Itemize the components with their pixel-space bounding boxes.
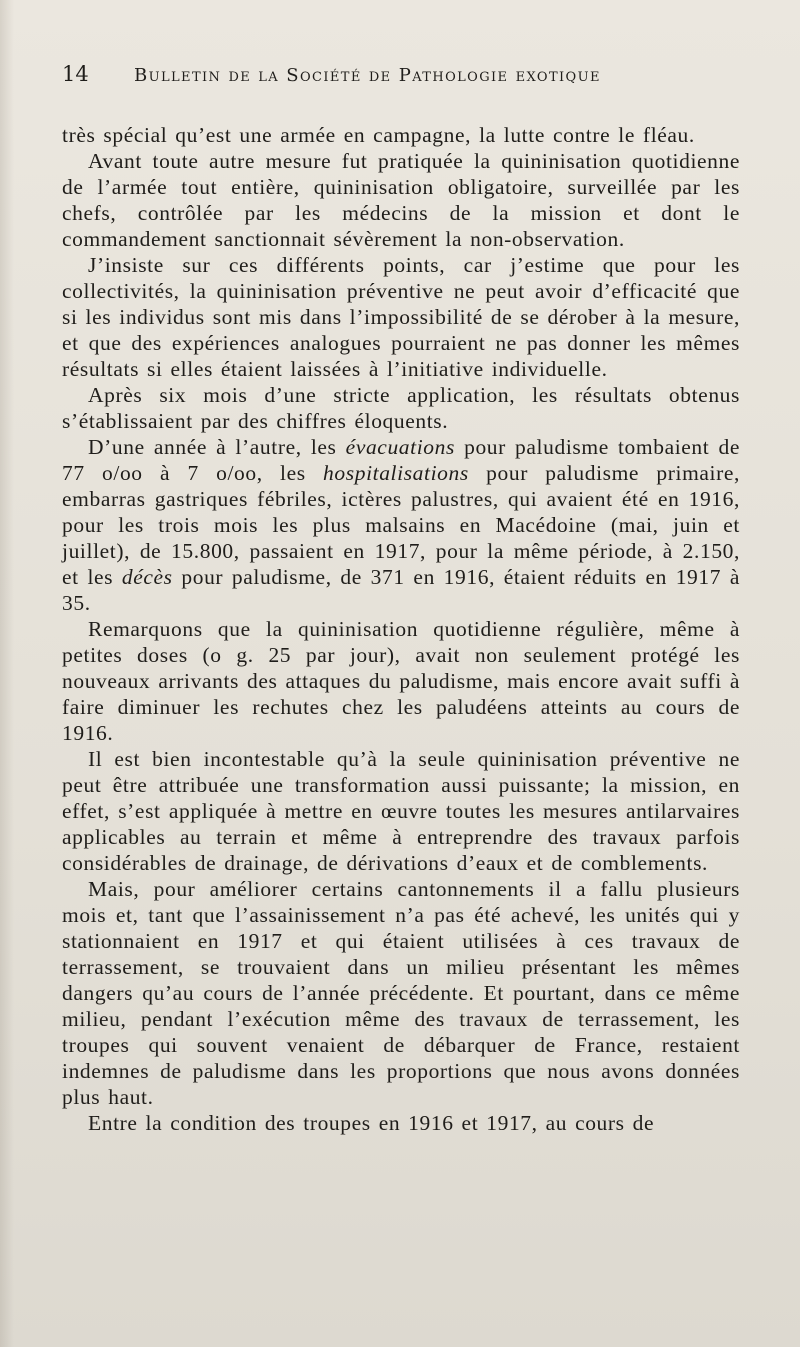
italic-term-evacuations: évacuations [345, 435, 455, 459]
paragraph-resultats: Après six mois d’une stricte application, les résultats obtenus s’établissaient par des chiffres éloquents. [62, 383, 740, 433]
text-segment: D’une année à l’autre, les [88, 435, 346, 459]
journal-title: Bulletin de la Société de Pathologie exotique [134, 65, 601, 86]
italic-term-hospitalisations: hospitalisations [323, 461, 469, 485]
page-number: 14 [62, 62, 89, 86]
text-segment: pour paludisme primaire, embarras gastriques fébriles, ictères palustres, qui avaient été en 1916, pour les trois mois les plus malsains en Macédoine (mai, juin et juillet), de 15.800, passaient en 1917, pour la même période, à 2.150, et les [62, 461, 740, 589]
page-edge-shadow [0, 0, 14, 1347]
paragraph-remarquons: Remarquons que la quininisation quotidienne régulière, même à petites doses (o g. 25 par jour), avait non seulement protégé les nouveaux arrivants des attaques du paludisme, mais encore avait suffi à faire diminuer les rechutes chez les paludéens atteints au cours de 1916. [62, 617, 740, 745]
paragraph-chiffres [62, 434, 740, 616]
body-text [62, 122, 740, 1136]
running-header [62, 62, 740, 102]
paragraph-continuation: très spécial qu’est une armée en campagne, la lutte contre le fléau. [62, 123, 695, 147]
text-segment: pour paludisme tombaient de 77 o/oo à 7 o/oo, les [62, 435, 740, 485]
paragraph-cantonnements: Mais, pour améliorer certains cantonnements il a fallu plusieurs mois et, tant que l’assainissement n’a pas été achevé, les unités qui y stationnaient en 1917 et qui étaient utilisées à ces travaux de terrassement, se trouvaient dans un milieu présentant les mêmes dangers qu’au cours de l’année précédente. Et pourtant, dans ce même milieu, pendant l’exécution même des travaux de terrassement, les troupes qui souvent venaient de débarquer de France, restaient indemnes de paludisme dans les proportions que nous avons données plus haut. [62, 877, 740, 1109]
paragraph-insiste: J’insiste sur ces différents points, car j’estime que pour les collectivités, la quininisation préventive ne peut avoir d’efficacité que si les individus sont mis dans l’impossibilité de se dérober à la mesure, et que des expériences analogues pourraient ne pas donner les mêmes résultats si elles étaient laissées à l’initiative individuelle. [62, 253, 740, 381]
text-segment: pour paludisme, de 371 en 1916, étaient réduits en 1917 à 35. [62, 565, 740, 615]
paragraph-incontestable: Il est bien incontestable qu’à la seule quininisation préventive ne peut être attribuée une transformation aussi puissante; la mission, en effet, s’est appliquée à mettre en œuvre toutes les mesures antilarvaires applicables au terrain et même à entreprendre des travaux parfois considérables de drainage, de dérivations d’eaux et de comblements. [62, 747, 740, 875]
paragraph-quininisation: Avant toute autre mesure fut pratiquée la quininisation quotidienne de l’armée tout entière, quininisation obligatoire, surveillée par les chefs, contrôlée par les médecins de la mission et dont le commandement sanctionnait sévèrement la non-observation. [62, 149, 740, 251]
paragraph-entre: Entre la condition des troupes en 1916 et 1917, au cours de [88, 1111, 655, 1135]
italic-term-deces: décès [121, 565, 173, 589]
